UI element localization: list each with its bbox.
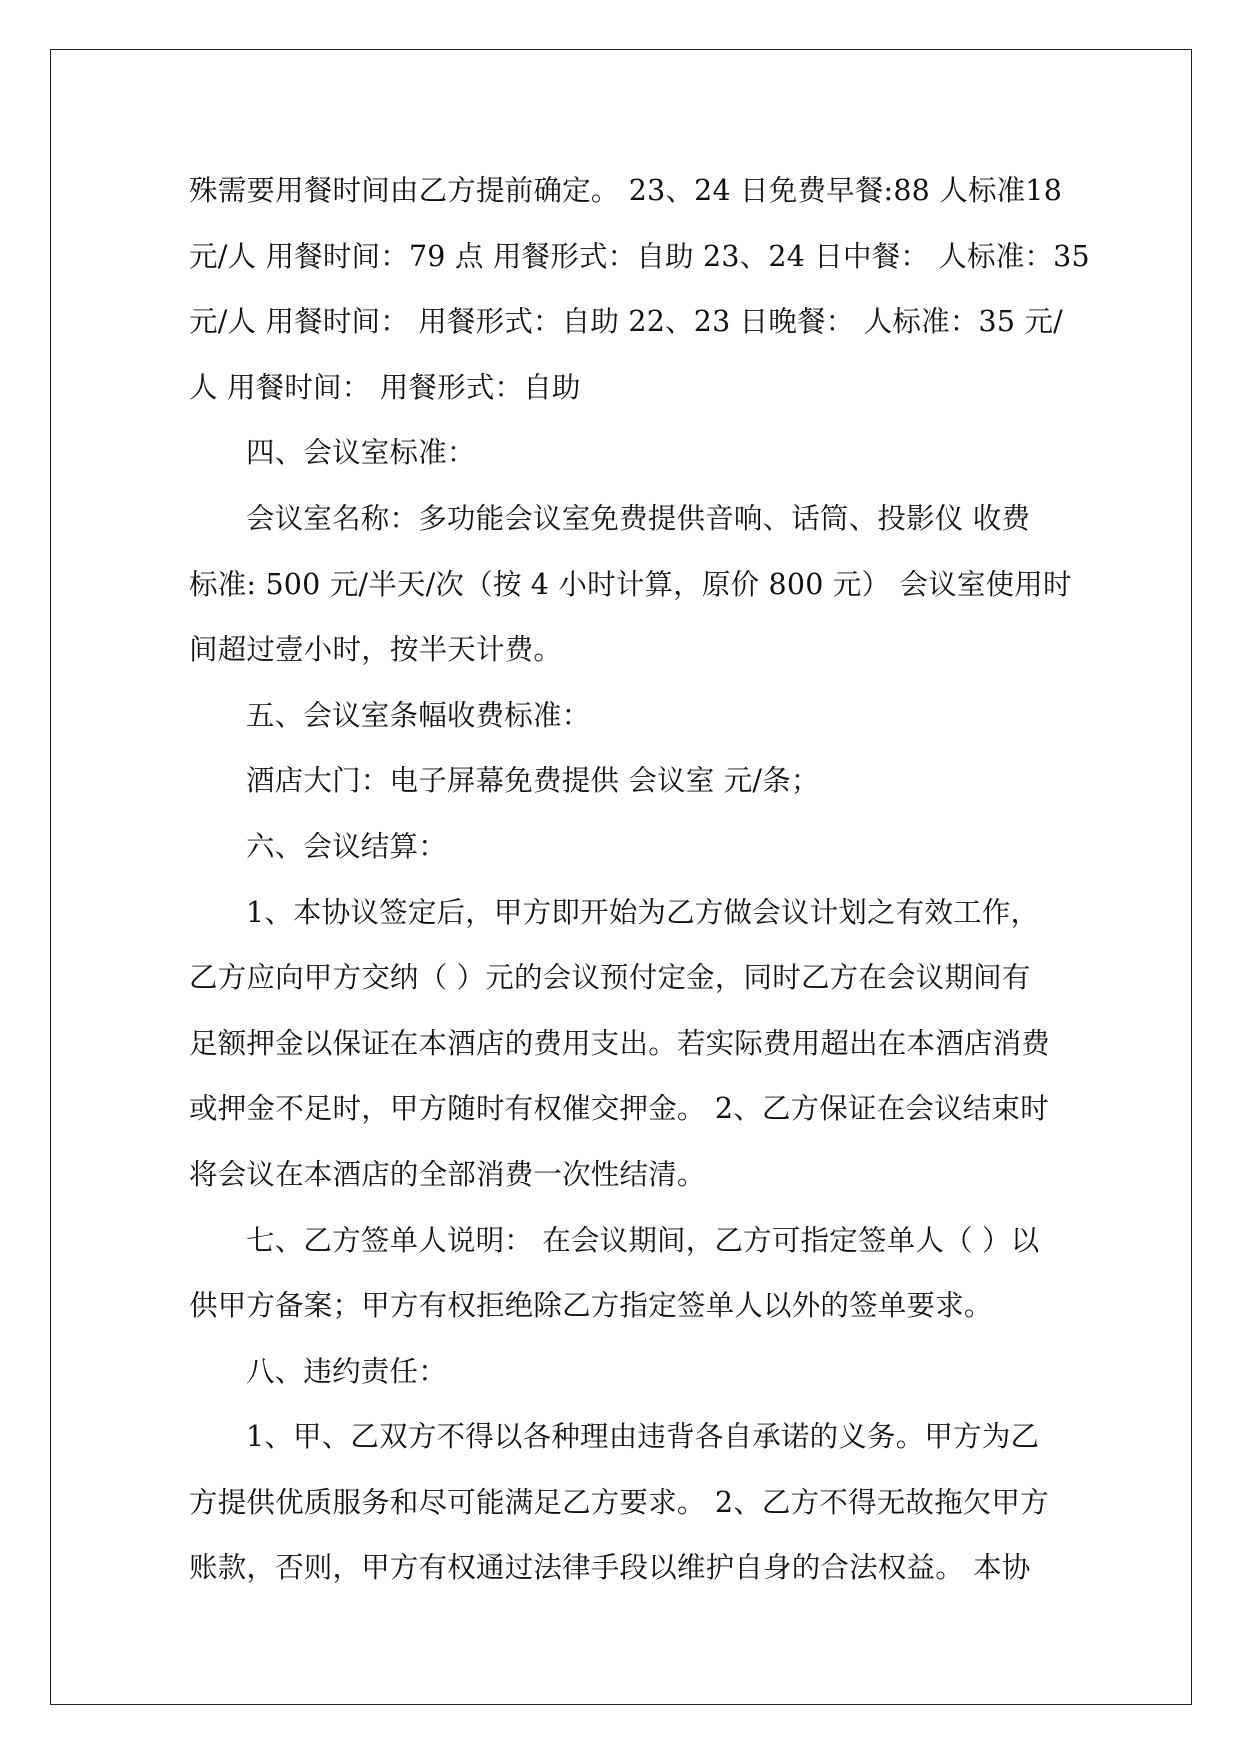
section-heading-8: 八、违约责任： xyxy=(246,1354,447,1388)
section-heading-7: 七、乙方签单人说明： 在会议期间，乙方可指定签单人（ ）以 xyxy=(246,1223,1040,1257)
document-body xyxy=(189,158,1090,1601)
text-line: 元/人 用餐时间： 用餐形式：自助 22、23 日晚餐： 人标准：35 元/ xyxy=(189,305,1063,339)
text-line: 人 用餐时间： 用餐形式：自助 xyxy=(189,370,581,404)
text-line: 方提供优质服务和尽可能满足乙方要求。 2、乙方不得无故拖欠甲方 xyxy=(189,1485,1049,1519)
section-heading-4: 四、会议室标准： xyxy=(246,436,476,470)
text-line: 元/人 用餐时间：79 点 用餐形式：自助 23、24 日中餐： 人标准：35 xyxy=(189,239,1090,273)
text-line: 1、甲、乙双方不得以各种理由违背各自承诺的义务。甲方为乙 xyxy=(246,1420,1040,1454)
text-line: 殊需要用餐时间由乙方提前确定。 23、24 日免费早餐:88 人标准18 xyxy=(189,174,1063,207)
text-line: 将会议在本酒店的全部消费一次性结清。 xyxy=(189,1157,706,1191)
section-heading-6: 六、会议结算： xyxy=(246,829,447,863)
section-heading-5: 五、会议室条幅收费标准： xyxy=(246,698,591,732)
text-line: 供甲方备案；甲方有权拒绝除乙方指定签单人以外的签单要求。 xyxy=(189,1289,993,1323)
text-line: 1、本协议签定后，甲方即开始为乙方做会议计划之有效工作， xyxy=(246,895,1040,929)
text-line: 酒店大门：电子屏幕免费提供 会议室 元/条； xyxy=(246,764,820,798)
text-line: 乙方应向甲方交纳（ ）元的会议预付定金，同时乙方在会议期间有 xyxy=(189,961,1031,995)
text-line: 会议室名称：多功能会议室免费提供音响、话筒、投影仪 收费 xyxy=(246,501,1031,535)
text-line: 足额押金以保证在本酒店的费用支出。若实际费用超出在本酒店消费 xyxy=(189,1026,1051,1060)
text-line: 或押金不足时，甲方随时有权催交押金。 2、乙方保证在会议结束时 xyxy=(189,1092,1049,1126)
text-line: 账款，否则，甲方有权通过法律手段以维护自身的合法权益。 本协 xyxy=(189,1551,1031,1585)
text-line: 间超过壹小时，按半天计费。 xyxy=(189,633,563,667)
text-line: 标准: 500 元/半天/次（按 4 小时计算，原价 800 元） 会议室使用时 xyxy=(189,567,1072,601)
